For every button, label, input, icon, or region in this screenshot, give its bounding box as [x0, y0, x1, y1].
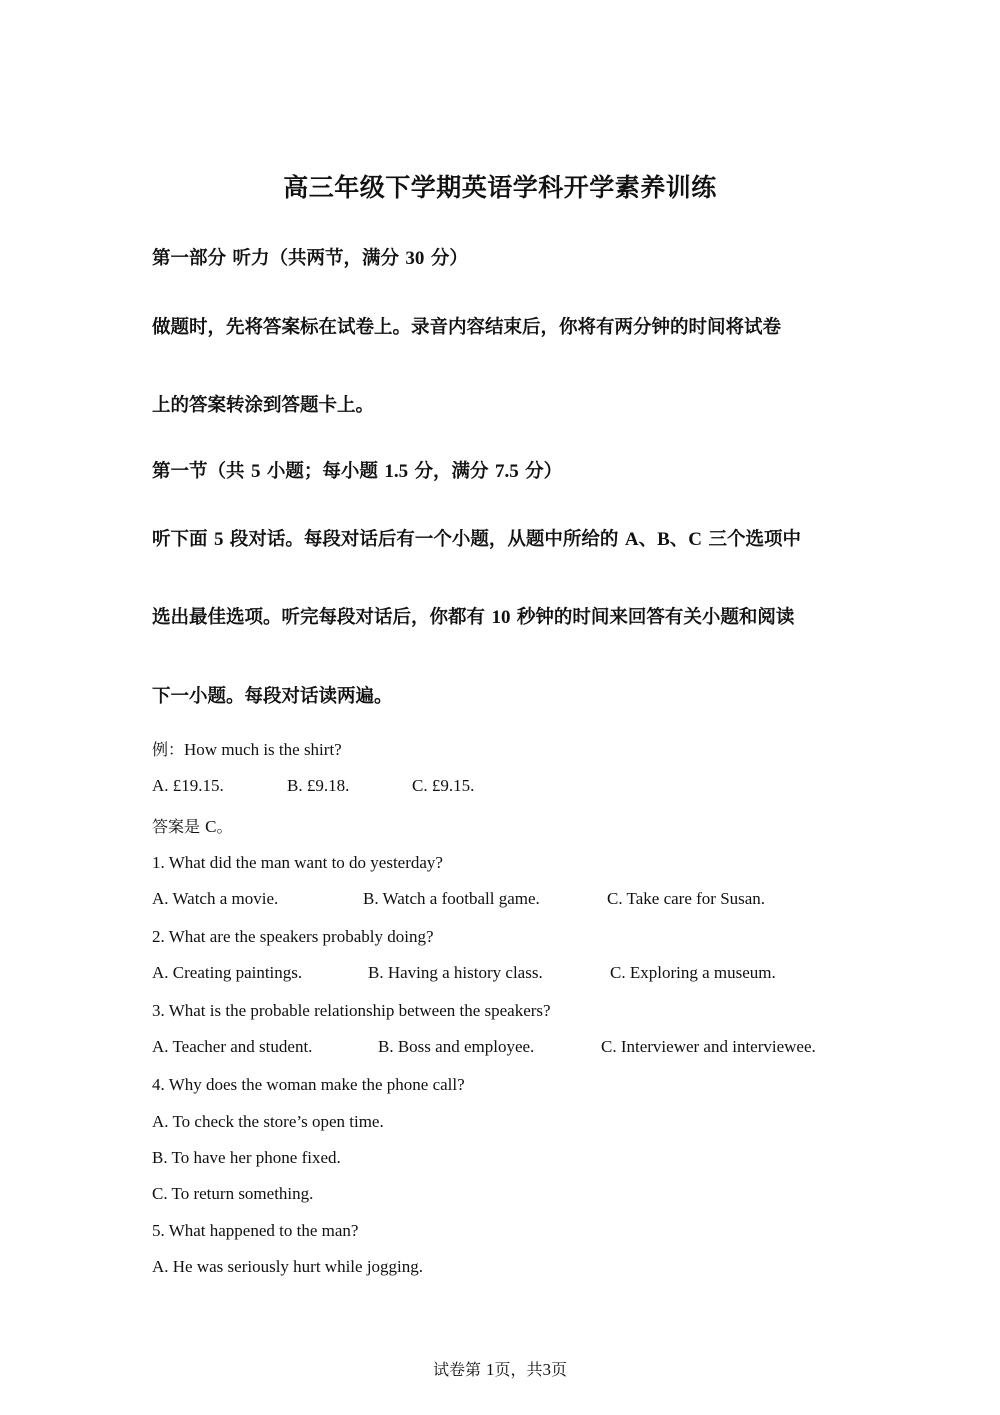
question-5-option-a: A. He was seriously hurt while jogging. [152, 1257, 424, 1276]
example-question-text: How much is the shirt? [184, 740, 342, 759]
footer-text-a: 试卷第 [432, 1360, 487, 1379]
question-3-option-a: A. Teacher and student. [152, 1037, 313, 1056]
section1-instructions-line3: 下一小题。每段对话读两遍。 [152, 686, 393, 707]
example-question [152, 737, 342, 760]
instr1-sep-1: 、 [638, 529, 658, 550]
part1-instructions-line1: 做题时，先将答案标在试卷上。录音内容结束后，你将有两分钟的时间将试卷 [152, 317, 782, 338]
question-4-option-c: C. To return something. [152, 1184, 314, 1203]
example-prefix: 例： [152, 740, 185, 759]
example-option-b: B. £9.18. [287, 776, 350, 795]
section1-heading-text-a: 第一节（共 [152, 461, 251, 482]
example-option-c: C. £9.15. [412, 776, 475, 795]
instr1-sep-2: 、 [669, 529, 689, 550]
section1-heading-count: 5 [250, 461, 261, 482]
instr1-letter-c: C [688, 529, 703, 550]
section1-heading [152, 457, 562, 483]
instr1-letter-b: B [657, 529, 670, 550]
question-3-option-b: B. Boss and employee. [378, 1037, 535, 1056]
instr1-letter-a: A [624, 529, 639, 550]
example-answer-prefix: 答案是 [152, 817, 206, 836]
footer-page-total: 3 [542, 1360, 552, 1379]
instr2-text-b: 秒钟的时间来回答有关小题和阅读 [510, 607, 795, 628]
question-1-option-a: A. Watch a movie. [152, 889, 279, 908]
part1-instructions-line2: 上的答案转涂到答题卡上。 [152, 395, 375, 416]
part1-heading-text-a: 第一部分 听力（共两节，满分 [152, 248, 406, 269]
question-4: 4. Why does the woman make the phone call? [152, 1075, 465, 1094]
footer-page-number: 1 [486, 1360, 495, 1379]
question-2-option-c: C. Exploring a museum. [610, 963, 776, 982]
section1-heading-text-b: 小题；每小题 [260, 461, 385, 482]
instr2-seconds: 10 [491, 607, 511, 628]
page-footer [0, 1357, 1000, 1380]
question-5: 5. What happened to the man? [152, 1221, 359, 1240]
footer-text-b: 页，共 [494, 1360, 543, 1379]
example-option-a: A. £19.15. [152, 776, 224, 795]
instr1-text-a: 听下面 [152, 529, 214, 550]
part1-heading-text-b: 分） [424, 248, 468, 269]
example-answer-letter: C [205, 817, 217, 836]
instr1-count: 5 [213, 529, 224, 550]
question-2: 2. What are the speakers probably doing? [152, 927, 434, 946]
instr1-text-b: 段对话。每段对话后有一个小题，从题中所给的 [223, 529, 625, 550]
section1-instructions-line2 [152, 603, 794, 629]
instr2-text-a: 选出最佳选项。听完每段对话后，你都有 [152, 607, 492, 628]
section1-heading-per-score: 1.5 [384, 461, 409, 482]
question-4-option-a: A. To check the store’s open time. [152, 1112, 384, 1131]
question-3: 3. What is the probable relationship between the speakers? [152, 1001, 551, 1020]
example-answer-suffix: 。 [216, 817, 233, 836]
instr1-text-c: 三个选项中 [702, 529, 801, 550]
part1-heading-score: 30 [405, 248, 425, 269]
footer-text-c: 页 [551, 1360, 568, 1379]
question-2-option-b: B. Having a history class. [368, 963, 543, 982]
section1-heading-text-c: 分，满分 [408, 461, 495, 482]
question-4-option-b: B. To have her phone fixed. [152, 1148, 341, 1167]
section1-heading-text-d: 分） [518, 461, 563, 482]
page-title: 高三年级下学期英语学科开学素养训练 [283, 173, 717, 202]
question-3-option-c: C. Interviewer and interviewee. [601, 1037, 816, 1056]
question-1: 1. What did the man want to do yesterday? [152, 853, 443, 872]
example-answer [152, 814, 232, 837]
section1-instructions-line1 [152, 525, 801, 551]
section1-heading-total: 7.5 [494, 461, 519, 482]
question-2-option-a: A. Creating paintings. [152, 963, 303, 982]
part1-heading [152, 244, 468, 270]
question-1-option-b: B. Watch a football game. [363, 889, 540, 908]
question-1-option-c: C. Take care for Susan. [607, 889, 766, 908]
